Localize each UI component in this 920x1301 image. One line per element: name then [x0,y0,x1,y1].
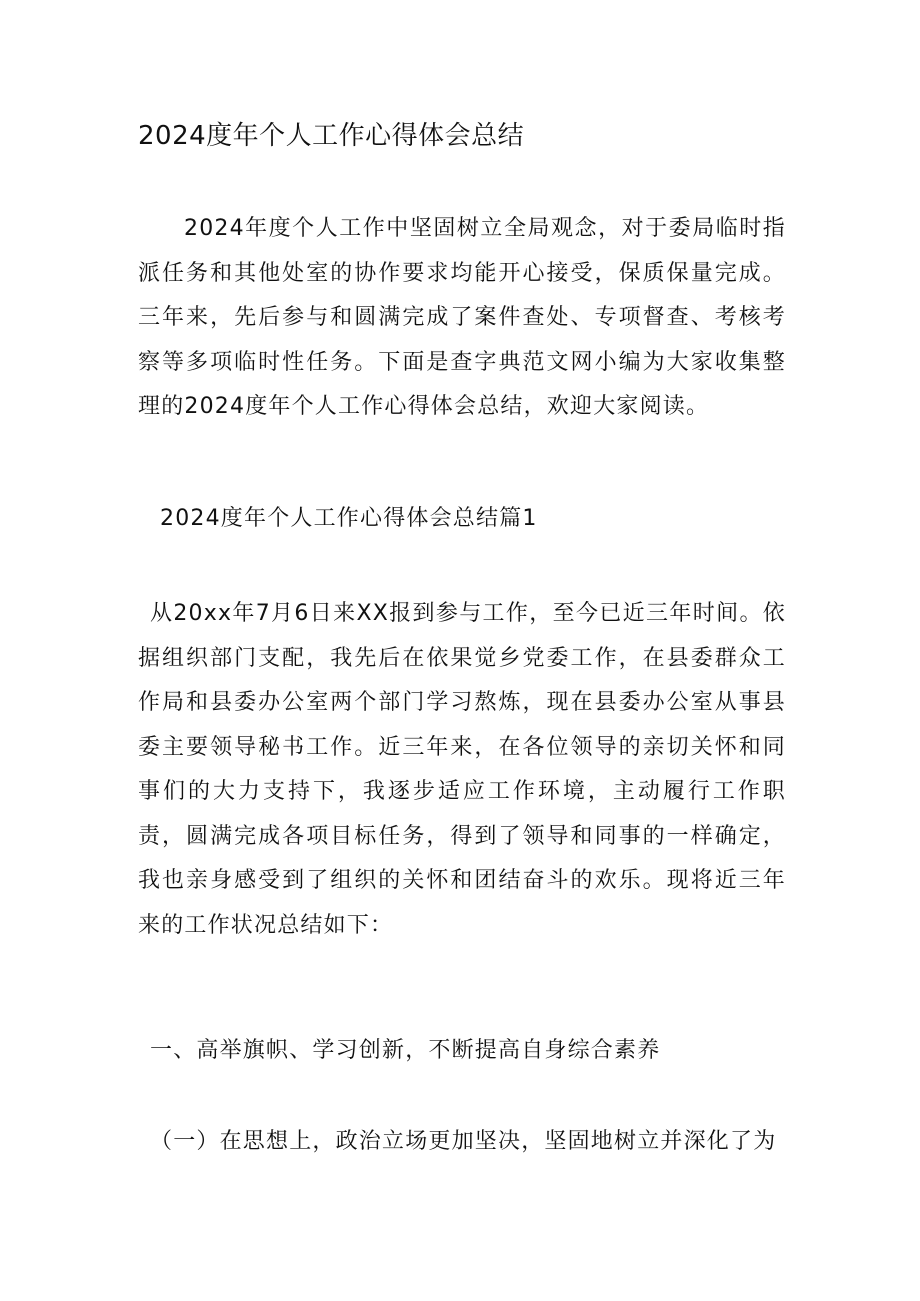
subheading-one: 一、高举旗帜、学习创新，不断提高自身综合素养 [150,1038,661,1063]
document-title: 2024度年个人工作心得体会总结 [138,121,525,151]
section-heading: 2024度年个人工作心得体会总结篇1 [160,506,538,531]
subheading-one-one: （一）在思想上，政治立场更加坚决，坚固地树立并深化了为 [150,1129,777,1154]
intro-paragraph: 2024年度个人工作中坚固树立全局观念，对于委局临时指派任务和其他处室的协作要求均能开心接受，保质保量完成。三年来，先后参与和圆满完成了案件查处、专项督查、考核考察等多项临时性任务。下面是查字典范文网小编为大家收集整理的2024度年个人工作心得体会总结，欢迎大家阅读。 [138,216,786,419]
body-paragraph: 从20xx年7月6日来XX报到参与工作，至今已近三年时间。依据组织部门支配，我先后在依果觉乡党委工作，在县委群众工作局和县委办公室两个部门学习熬炼，现在县委办公室从事县委主要领导秘书工作。近三年来，在各位领导的亲切关怀和同事们的大力支持下，我逐步适应工作环境，主动履行工作职责，圆满完成各项目标任务，得到了领导和同事的一样确定，我也亲身感受到了组织的关怀和团结奋斗的欢乐。现将近三年来的工作状况总结如下： [138,601,786,938]
